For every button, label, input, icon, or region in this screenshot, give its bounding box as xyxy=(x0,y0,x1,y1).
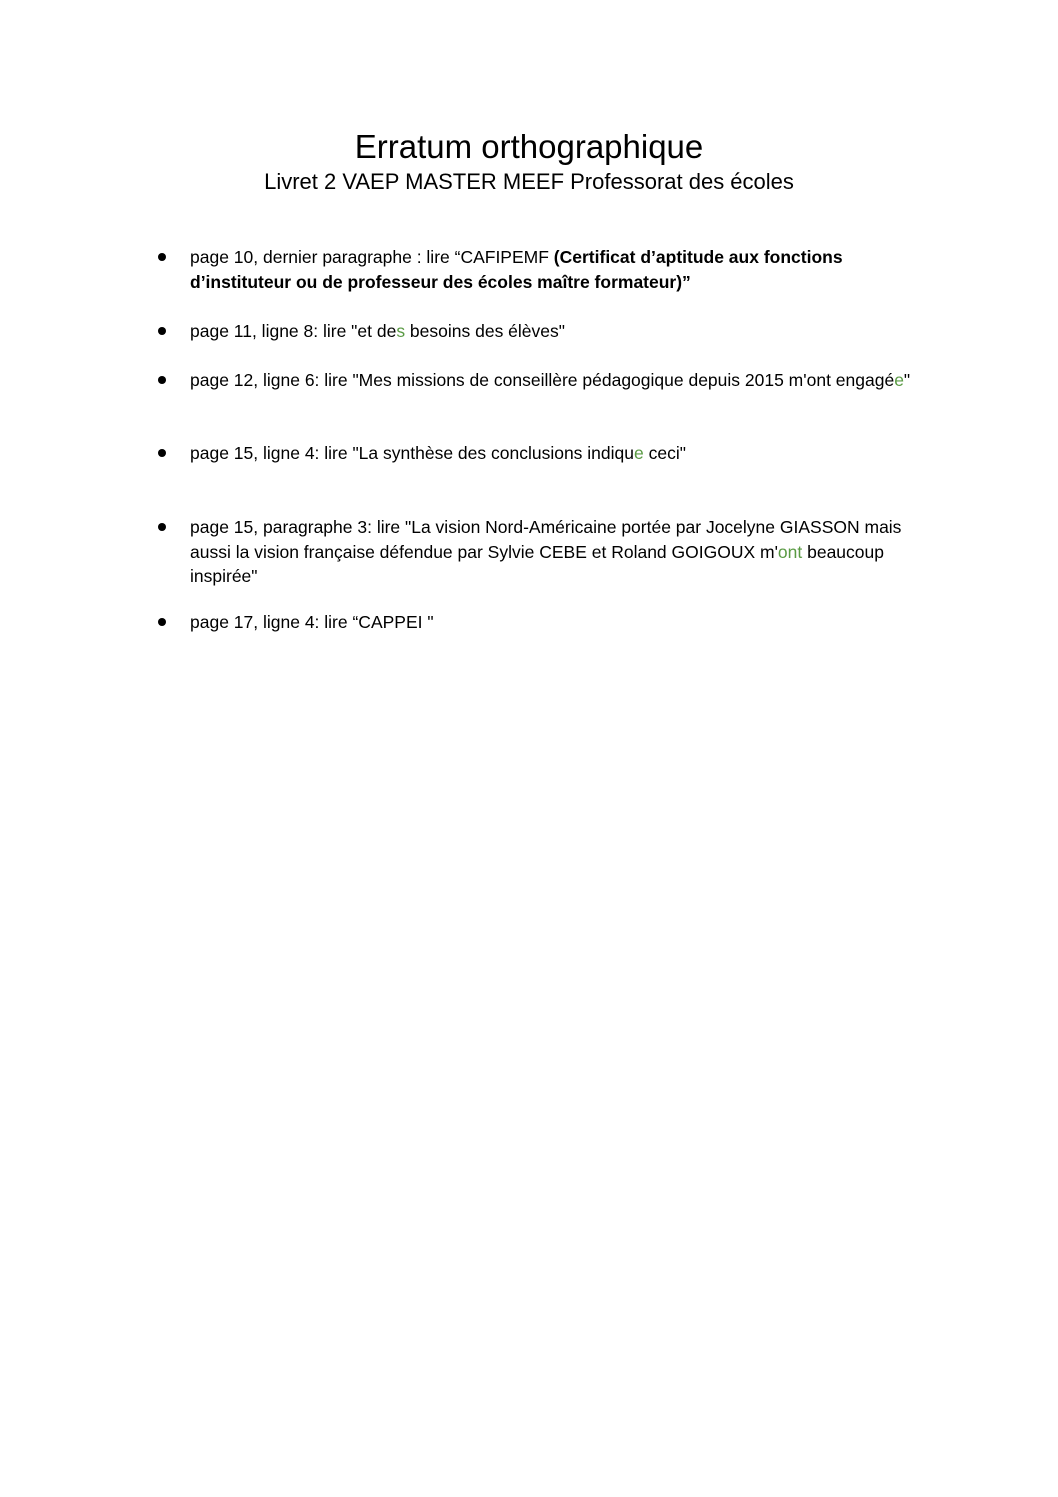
erratum-text-end: ceci" xyxy=(643,443,686,463)
erratum-correction-highlight: ont xyxy=(777,541,803,562)
erratum-correction-highlight: s xyxy=(396,321,406,341)
document-title: Erratum orthographique xyxy=(354,128,704,165)
erratum-text: page 17, ligne 4: lire “CAPPEI " xyxy=(190,612,434,632)
bullet-icon xyxy=(158,327,166,335)
bullet-icon xyxy=(158,376,166,384)
bullet-icon xyxy=(158,523,166,531)
erratum-item-2 xyxy=(190,319,930,344)
erratum-correction-highlight: e xyxy=(894,370,904,390)
erratum-text: page 12, ligne 6: lire "Mes missions de conseillère pédagogique depuis 2015 m'ont engagé xyxy=(190,370,895,390)
erratum-item-6 xyxy=(190,610,930,635)
erratum-correction-highlight: e xyxy=(634,443,644,463)
erratum-item-5 xyxy=(190,515,930,589)
bullet-icon xyxy=(158,618,166,626)
erratum-text: page 15, ligne 4: lire "La synthèse des conclusions indiqu xyxy=(190,443,635,463)
erratum-text-end: besoins des élèves" xyxy=(405,321,565,341)
erratum-item-1 xyxy=(190,245,930,294)
bullet-icon xyxy=(158,253,166,261)
erratum-text-end: " xyxy=(903,370,911,390)
erratum-text: page 15, paragraphe 3: lire "La vision Nord-Américaine portée par Jocelyne GIASSON mais aussi la vision française défendue par Sylvie CEBE et Roland GOIGOUX m' xyxy=(190,517,902,562)
document-subtitle: Livret 2 VAEP MASTER MEEF Professorat des écoles xyxy=(264,169,794,194)
bullet-icon xyxy=(158,449,166,457)
erratum-item-4 xyxy=(190,441,930,466)
erratum-item-3 xyxy=(190,368,930,393)
erratum-text: page 11, ligne 8: lire "et de xyxy=(190,321,397,341)
erratum-text: page 10, dernier paragraphe : lire “CAFIPEMF xyxy=(190,247,554,267)
erratum-text-end: beaucoup inspirée" xyxy=(190,541,884,586)
erratum-correction-bold: (Certificat d’aptitude aux fonctions d’instituteur ou de professeur des écoles maître formateur)” xyxy=(190,247,843,292)
